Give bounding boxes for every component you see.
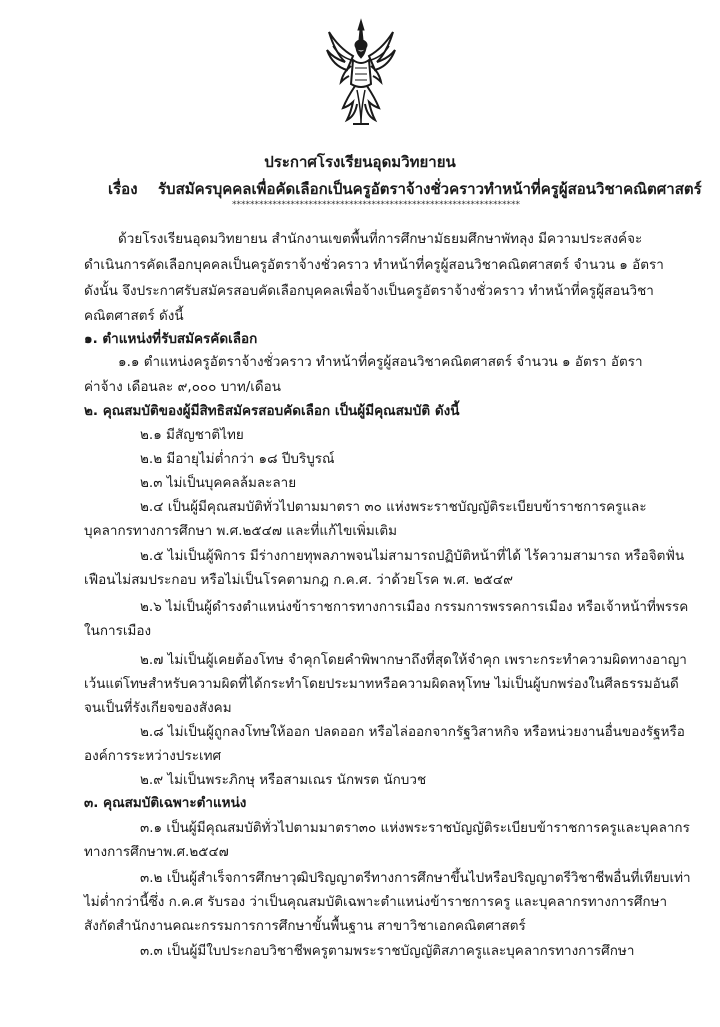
intro-line: ดังนั้น จึงประกาศรับสมัครสอบคัดเลือกบุคคลเพื่อจ้างเป็นครูอัตราจ้างชั่วคราว ทำหน้าที่ครูผู้สอนวิชา [84, 283, 654, 299]
announcement-title: ประกาศโรงเรียนอุดมวิทยายน [264, 153, 456, 171]
subject-text: รับสมัครบุคคลเพื่อคัดเลือกเป็นครูอัตราจ้างชั่วคราวทำหน้าที่ครูผู้สอนวิชาคณิตศาสตร์ [158, 180, 702, 198]
intro-line: คณิตศาสตร์ ดังนี้ [84, 308, 184, 324]
section-heading: ๑. ตำแหน่งที่รับสมัครคัดเลือก [84, 331, 258, 347]
section-line: ๑.๑ ตำแหน่งครูอัตราจ้างชั่วคราว ทำหน้าที่ครูผู้สอนวิชาคณิตศาสตร์ จำนวน ๑ อัตรา อัตรา [118, 354, 643, 370]
section-line: บุคลากรทางการศึกษา พ.ศ.๒๕๔๗ และที่แก้ไขเพิ่มเติม [84, 523, 398, 539]
intro-line: ด้วยโรงเรียนอุดมวิทยายน สำนักงานเขตพื้นที่การศึกษามัธยมศึกษาพัทลุง มีความประสงค์จะ [118, 231, 643, 247]
section-line: ๒.๕ ไม่เป็นผู้พิการ มีร่างกายทุพลภาพจนไม่สามารถปฏิบัติหน้าที่ได้ ไร้ความสามารถ หรือจิตฟั่น [140, 548, 685, 564]
section-line: ๒.๓ ไม่เป็นบุคคลล้มละลาย [140, 475, 297, 491]
section-line: ๒.๘ ไม่เป็นผู้ถูกลงโทษให้ออก ปลดออก หรือไล่ออกจากรัฐวิสาหกิจ หรือหน่วยงานอื่นของรัฐหรือ [140, 724, 685, 740]
section-line: ๓.๑ เป็นผู้มีคุณสมบัติทั่วไปตามมาตรา๓๐ แห่งพระราชบัญญัติระเบียบข้าราชการครูและบุคลากร [140, 820, 690, 836]
subject-row [108, 177, 702, 201]
subject-label: เรื่อง [108, 180, 138, 198]
section-line: เว้นแต่โทษสำหรับความผิดที่ได้กระทำโดยประมาทหรือความผิดลหุโทษ ไม่เป็นผู้บกพร่องในศีลธรรมอันดี [84, 676, 679, 692]
section-line: ๒.๔ เป็นผู้มีคุณสมบัติทั่วไปตามมาตรา ๓๐ แห่งพระราชบัญญัติระเบียบข้าราชการครูและ [140, 499, 647, 515]
section-line: ๒.๗ ไม่เป็นผู้เคยต้องโทษ จำคุกโดยคำพิพากษาถึงที่สุดให้จำคุก เพราะกระทำความผิดทางอาญา [140, 652, 687, 668]
section-line: ในการเมือง [84, 623, 152, 639]
section-heading: ๒. คุณสมบัติของผู้มีสิทธิสมัครสอบคัดเลือก เป็นผู้มีคุณสมบัติ ดังนี้ [84, 403, 460, 419]
section-heading: ๓. คุณสมบัติเฉพาะตำแหน่ง [84, 795, 247, 811]
section-line: ๒.๑ มีสัญชาติไทย [140, 427, 244, 443]
section-line: สังกัดสำนักงานคณะกรรมการการศึกษาขั้นพื้นฐาน สาขาวิชาเอกคณิตศาสตร์ [84, 918, 526, 934]
section-line: ๓.๒ เป็นผู้สำเร็จการศึกษาวุฒิปริญญาตรีทางการศึกษาขึ้นไปหรือปริญญาตรีวิชาชีพอื่นที่เทียบเท่า [140, 870, 691, 886]
section-line: ๒.๙ ไม่เป็นพระภิกษุ หรือสามเณร นักพรต นักบวช [140, 772, 427, 788]
section-line: ทางการศึกษาพ.ศ.๒๕๔๗ [84, 844, 229, 860]
section-line: ๒.๖ ไม่เป็นผู้ดำรงตำแหน่งข้าราชการทางการเมือง กรรมการพรรคการเมือง หรือเจ้าหน้าที่พรรค [140, 599, 689, 615]
section-line: ๒.๒ มีอายุไม่ต่ำกว่า ๑๘ ปีบริบูรณ์ [140, 451, 335, 467]
section-line: จนเป็นที่รังเกียจของสังคม [84, 700, 232, 716]
garuda-emblem-icon [325, 18, 397, 130]
section-line: ๓.๓ เป็นผู้มีใบประกอบวิชาชีพครูตามพระราชบัญญัติสภาครูและบุคลากรทางการศึกษา [140, 943, 635, 959]
section-line: ค่าจ้าง เดือนละ ๙,๐๐๐ บาท/เดือน [84, 379, 282, 395]
intro-line: ดำเนินการคัดเลือกบุคคลเป็นครูอัตราจ้างชั่วคราว ทำหน้าที่ครูผู้สอนวิชาคณิตศาสตร์ จำนวน ๑ อัตรา [84, 257, 664, 273]
section-line: ไม่ต่ำกว่านี้ซึ่ง ก.ค.ศ รับรอง ว่าเป็นคุณสมบัติเฉพาะตำแหน่งข้าราชการครู และบุคลากรทางการศึกษา [84, 894, 668, 910]
divider: **************************************************************** [232, 200, 520, 210]
section-line: เฟือนไม่สมประกอบ หรือไม่เป็นโรคตามกฎ ก.ค.ศ. ว่าด้วยโรค พ.ศ. ๒๕๔๙ [84, 572, 513, 588]
section-line: องค์การระหว่างประเทศ [84, 748, 222, 764]
